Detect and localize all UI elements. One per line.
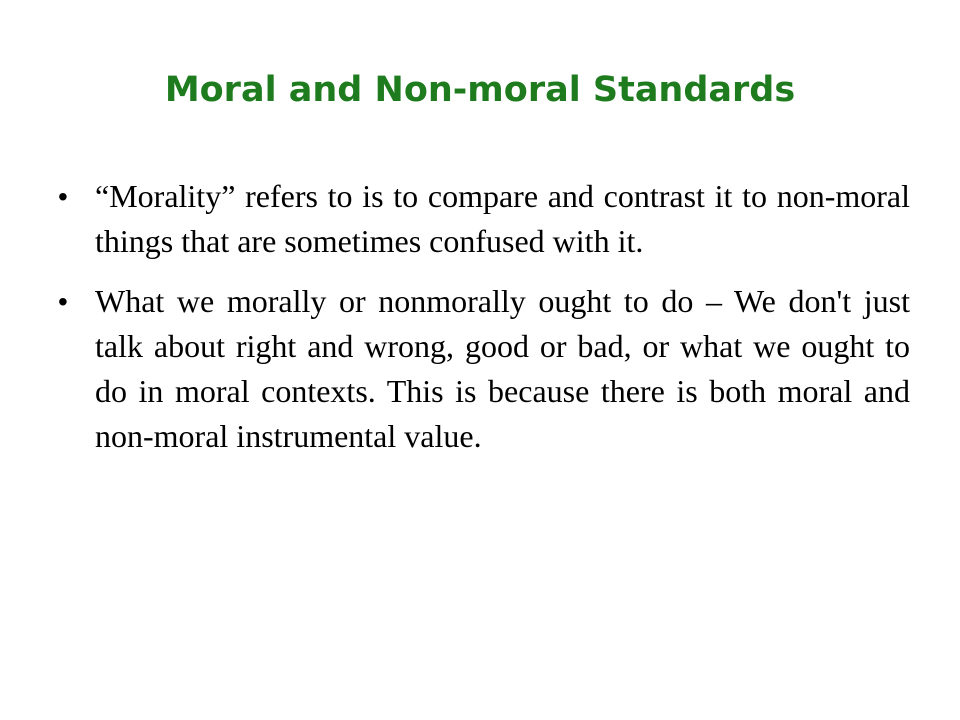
bullet-icon: • <box>58 286 68 317</box>
bullet-text-morality: “Morality” refers to is to compare and contrast it to non-moral things that are sometimes confused with it. <box>95 178 910 259</box>
bullet-item-morality <box>58 174 910 264</box>
bullet-list <box>58 174 910 474</box>
slide-title: Moral and Non-moral Standards <box>164 70 796 110</box>
bullet-icon: • <box>58 181 68 212</box>
bullet-text-ought: What we morally or nonmorally ought to do – We don't just talk about right and wrong, good or bad, or what we ought to do in moral contexts. This is because there is both moral and non-moral instrumental value. <box>95 283 910 454</box>
bullet-item-ought <box>58 279 910 459</box>
